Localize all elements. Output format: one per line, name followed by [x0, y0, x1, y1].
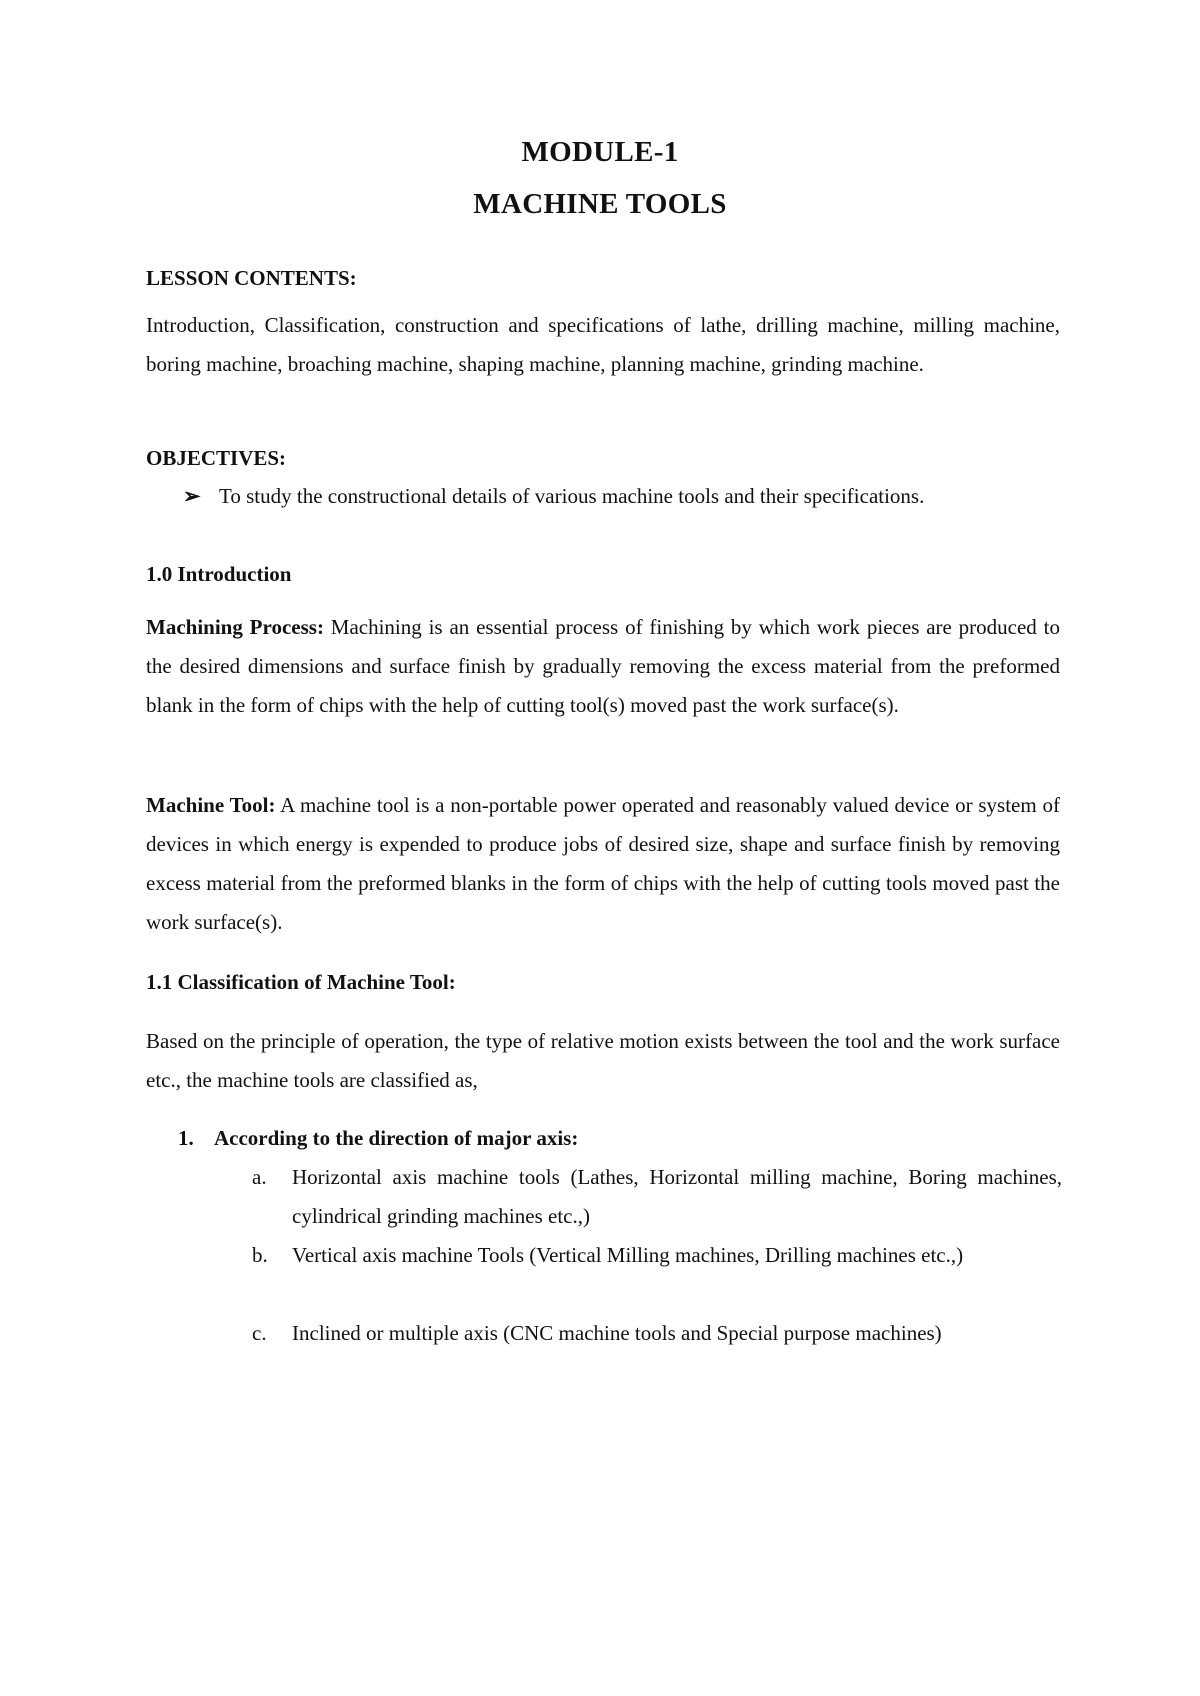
module-title: MODULE-1	[521, 136, 679, 168]
machining-process-label: Machining Process:	[146, 615, 324, 639]
objectives-heading: OBJECTIVES:	[146, 446, 287, 470]
subitem-text: Vertical axis machine Tools (Vertical Milling machines, Drilling machines etc.,)	[292, 1243, 964, 1267]
subitem-text: Horizontal axis machine tools (Lathes, Horizontal milling machine, Boring machines, cylindrical grinding machines etc.,)	[292, 1165, 1062, 1228]
machining-process-text: Machining is an essential process of finishing by which work pieces are produced to the desired dimensions and surface finish by gradually removing the excess material from the preformed blank in the form of chips with the help of cutting tool(s) moved past the work surface(s).	[146, 615, 1060, 717]
subitem-b	[252, 1236, 1062, 1275]
criterion-number: 1.	[178, 1126, 194, 1150]
subitem-label: a.	[252, 1165, 267, 1189]
module-subtitle: MACHINE TOOLS	[473, 188, 727, 220]
subitem-c	[252, 1314, 1062, 1353]
machine-tool-text: A machine tool is a non-portable power operated and reasonably valued device or system of devices in which energy is expended to produce jobs of desired size, shape and surface finish by removing excess material from the preformed blanks in the form of chips with the help of cutting tools moved past the work surface(s).	[146, 793, 1061, 934]
classification-text: Based on the principle of operation, the type of relative motion exists between the tool and the work surface etc., the machine tools are classified as,	[146, 1029, 1060, 1092]
introduction-heading: 1.0 Introduction	[146, 562, 292, 586]
machine-tool-label: Machine Tool:	[146, 793, 276, 817]
lesson-contents-text: Introduction, Classification, construction and specifications of lathe, drilling machine, milling machine, boring machine, broaching machine, shaping machine, planning machine, grinding machine.	[146, 313, 1060, 376]
subitem-text: Inclined or multiple axis (CNC machine tools and Special purpose machines)	[292, 1321, 942, 1345]
subitem-a	[252, 1158, 1062, 1236]
arrow-bullet-icon: ➢	[183, 484, 201, 508]
objective-text: To study the constructional details of various machine tools and their specifications.	[219, 484, 925, 508]
machine-tool-paragraph	[146, 786, 1060, 942]
criterion-text: According to the direction of major axis:	[214, 1126, 579, 1150]
classification-criterion	[178, 1126, 1058, 1151]
classification-heading: 1.1 Classification of Machine Tool:	[146, 970, 456, 994]
lesson-contents-heading: LESSON CONTENTS:	[146, 266, 357, 290]
objective-item	[183, 484, 1063, 509]
subitem-label: c.	[252, 1321, 267, 1345]
subitem-label: b.	[252, 1243, 268, 1267]
machining-process-paragraph	[146, 608, 1060, 725]
